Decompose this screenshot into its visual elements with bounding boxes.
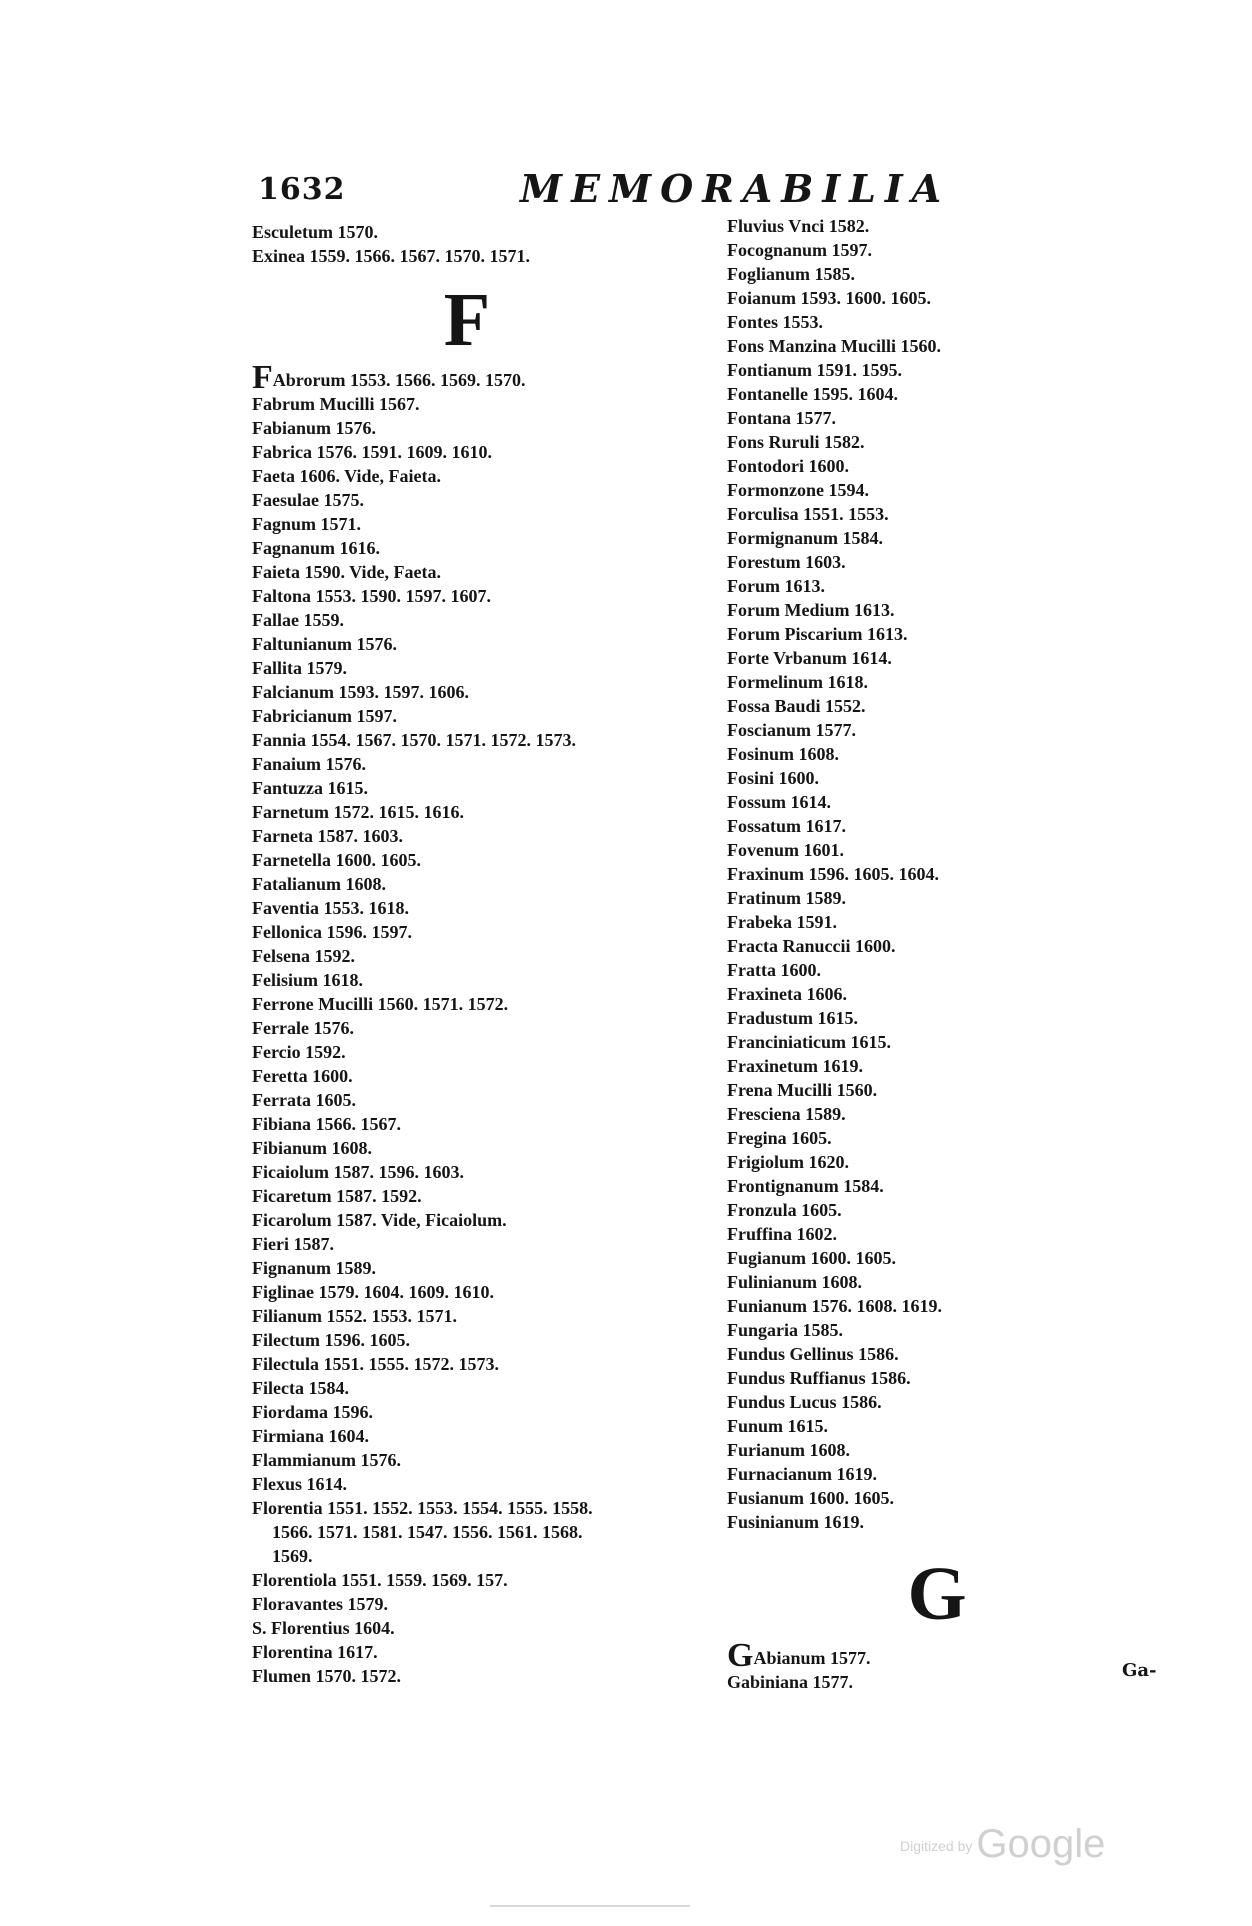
index-entry: Frigiolum 1620.	[727, 1152, 849, 1172]
index-entry: Fusinianum 1619.	[727, 1512, 865, 1532]
index-entry: Fruffina 1602.	[727, 1224, 837, 1244]
index-entry: Fabianum 1576.	[252, 418, 377, 438]
index-entry: Fresciena 1589.	[727, 1104, 846, 1124]
index-entry: Firmiana 1604.	[252, 1426, 369, 1446]
index-entry: Florentina 1617.	[252, 1642, 378, 1662]
index-entry: Fieri 1587.	[252, 1234, 334, 1254]
index-entry: Flexus 1614.	[252, 1474, 348, 1494]
right-column	[727, 214, 1027, 1694]
index-entry: Fontana 1577.	[727, 408, 837, 428]
index-entry: Fantuzza 1615.	[252, 778, 368, 798]
index-entry: Feretta 1600.	[252, 1066, 353, 1086]
index-entry: Frena Mucilli 1560.	[727, 1080, 878, 1100]
index-entry: Fabricianum 1597.	[252, 706, 398, 726]
index-entry: Fraxineta 1606.	[727, 984, 847, 1004]
index-entry: 1569.	[272, 1546, 313, 1566]
index-entry: Ferrale 1576.	[252, 1018, 354, 1038]
catchword: Ga-	[1122, 1660, 1157, 1681]
right-post-entries	[727, 1670, 1027, 1694]
index-entry: Fallae 1559.	[252, 610, 344, 630]
index-entry: Fregina 1605.	[727, 1128, 832, 1148]
index-entry: Fundus Ruffianus 1586.	[727, 1368, 911, 1388]
index-entry: Fundus Gellinus 1586.	[727, 1344, 899, 1364]
index-entry: Fossa Baudi 1552.	[727, 696, 866, 716]
index-entry: Fundus Lucus 1586.	[727, 1392, 882, 1412]
index-entry: Fosini 1600.	[727, 768, 820, 788]
left-pre-entries	[252, 220, 722, 268]
index-entry: Faeta 1606. Vide, Faieta.	[252, 466, 441, 486]
index-entry: Fallita 1579.	[252, 658, 347, 678]
index-entry: Fontes 1553.	[727, 312, 823, 332]
left-post-entries	[252, 1568, 722, 1688]
index-entry: Formonzone 1594.	[727, 480, 869, 500]
index-entry: Fignanum 1589.	[252, 1258, 377, 1278]
index-entry: Frabeka 1591.	[727, 912, 837, 932]
index-entry: Faltona 1553. 1590. 1597. 1607.	[252, 586, 492, 606]
index-entry: Fosinum 1608.	[727, 744, 840, 764]
index-entry: Fluvius Vnci 1582.	[727, 216, 870, 236]
index-entry: Felsena 1592.	[252, 946, 355, 966]
index-entry: Fannia 1554. 1567. 1570. 1571. 1572. 1573.	[252, 730, 577, 750]
first-entry-f	[252, 359, 722, 396]
index-entry: Fibianum 1608.	[252, 1138, 373, 1158]
index-entry: Florentia 1551. 1552. 1553. 1554. 1555. 1558.	[252, 1498, 593, 1518]
left-continuation	[252, 1520, 722, 1568]
index-entry: Fronzula 1605.	[727, 1200, 842, 1220]
section-letter-f: F	[443, 278, 491, 362]
index-entry: Foglianum 1585.	[727, 264, 856, 284]
index-entry: Ferrone Mucilli 1560. 1571. 1572.	[252, 994, 509, 1014]
watermark-logo: Google	[976, 1822, 1106, 1866]
index-entry: Fraxinum 1596. 1605. 1604.	[727, 864, 940, 884]
index-entry: Fons Manzina Mucilli 1560.	[727, 336, 942, 356]
index-entry: Focognanum 1597.	[727, 240, 873, 260]
index-entry: Fracta Ranuccii 1600.	[727, 936, 896, 956]
index-entry: Fontianum 1591. 1595.	[727, 360, 903, 380]
index-entry: Filianum 1552. 1553. 1571.	[252, 1306, 458, 1326]
index-entry: Fagnum 1571.	[252, 514, 362, 534]
index-entry: Farnetum 1572. 1615. 1616.	[252, 802, 464, 822]
index-entry: Funianum 1576. 1608. 1619.	[727, 1296, 943, 1316]
index-entry: Frontignanum 1584.	[727, 1176, 884, 1196]
index-entry: Funum 1615.	[727, 1416, 829, 1436]
index-entry: Exinea 1559. 1566. 1567. 1570. 1571.	[252, 246, 531, 266]
index-entry: Fontanelle 1595. 1604.	[727, 384, 898, 404]
index-entry: Fossatum 1617.	[727, 816, 847, 836]
first-entry-g	[727, 1637, 1027, 1674]
index-entry: Figlinae 1579. 1604. 1609. 1610.	[252, 1282, 494, 1302]
left-column	[252, 220, 722, 1688]
index-entry: Filecta 1584.	[252, 1378, 349, 1398]
index-entry: S. Florentius 1604.	[252, 1618, 395, 1638]
index-entry: Gabiniana 1577.	[727, 1672, 854, 1692]
index-entry: Fons Ruruli 1582.	[727, 432, 865, 452]
index-entry: Fratinum 1589.	[727, 888, 846, 908]
index-entry: Franciniaticum 1615.	[727, 1032, 891, 1052]
page-number: 1632	[258, 172, 346, 207]
index-entry: Faventia 1553. 1618.	[252, 898, 409, 918]
index-entry: Floravantes 1579.	[252, 1594, 388, 1614]
index-entry: Falcianum 1593. 1597. 1606.	[252, 682, 470, 702]
index-entry: Forum 1613.	[727, 576, 825, 596]
index-entry: Fatalianum 1608.	[252, 874, 387, 894]
left-entries	[252, 392, 722, 1520]
index-entry: Fagnanum 1616.	[252, 538, 381, 558]
index-entry: Foianum 1593. 1600. 1605.	[727, 288, 932, 308]
index-entry: Flumen 1570. 1572.	[252, 1666, 402, 1686]
index-entry: Furianum 1608.	[727, 1440, 851, 1460]
index-entry: Formignanum 1584.	[727, 528, 884, 548]
index-entry: Fugianum 1600. 1605.	[727, 1248, 897, 1268]
index-entry: Fovenum 1601.	[727, 840, 844, 860]
index-entry: Filectula 1551. 1555. 1572. 1573.	[252, 1354, 499, 1374]
index-entry: Formelinum 1618.	[727, 672, 868, 692]
index-entry: Fusianum 1600. 1605.	[727, 1488, 895, 1508]
index-entry: Florentiola 1551. 1559. 1569. 157.	[252, 1570, 508, 1590]
index-entry: Faltunianum 1576.	[252, 634, 398, 654]
bottom-rule	[490, 1905, 690, 1907]
index-entry: Farneta 1587. 1603.	[252, 826, 403, 846]
index-entry: Furnacianum 1619.	[727, 1464, 878, 1484]
index-entry: Ficaiolum 1587. 1596. 1603.	[252, 1162, 464, 1182]
first-entry-g-text: Abianum 1577.	[753, 1648, 871, 1668]
digitized-watermark	[900, 1822, 1105, 1867]
index-entry: Ficaretum 1587. 1592.	[252, 1186, 422, 1206]
index-entry: Fossum 1614.	[727, 792, 832, 812]
index-entry: Fontodori 1600.	[727, 456, 850, 476]
running-head: MEMORABILIA	[520, 166, 951, 211]
right-entries	[727, 214, 1027, 1534]
index-entry: Ferrata 1605.	[252, 1090, 356, 1110]
index-entry: Forculisa 1551. 1553.	[727, 504, 889, 524]
index-entry: Fulinianum 1608.	[727, 1272, 863, 1292]
index-entry: Faieta 1590. Vide, Faeta.	[252, 562, 441, 582]
index-entry: Foscianum 1577.	[727, 720, 857, 740]
index-entry: Fellonica 1596. 1597.	[252, 922, 412, 942]
index-entry: Forum Piscarium 1613.	[727, 624, 908, 644]
index-entry: Fradustum 1615.	[727, 1008, 859, 1028]
index-entry: Fercio 1592.	[252, 1042, 346, 1062]
index-entry: Fratta 1600.	[727, 960, 821, 980]
index-entry: Felisium 1618.	[252, 970, 363, 990]
watermark-small: Digitized by	[900, 1838, 973, 1854]
index-entry: Filectum 1596. 1605.	[252, 1330, 410, 1350]
index-entry: Ficarolum 1587. Vide, Ficaiolum.	[252, 1210, 507, 1230]
index-entry: Fraxinetum 1619.	[727, 1056, 863, 1076]
first-entry-text: Abrorum 1553. 1566. 1569. 1570.	[272, 370, 526, 390]
dropcap-f: F	[252, 359, 273, 396]
index-entry: Faesulae 1575.	[252, 490, 364, 510]
index-entry: Forestum 1603.	[727, 552, 846, 572]
section-letter-g: G	[907, 1552, 967, 1636]
index-entry: Fiordama 1596.	[252, 1402, 373, 1422]
index-entry: Fibiana 1566. 1567.	[252, 1114, 402, 1134]
index-entry: Forte Vrbanum 1614.	[727, 648, 892, 668]
dropcap-g: G	[727, 1637, 754, 1674]
index-entry: Fanaium 1576.	[252, 754, 367, 774]
index-entry: Esculetum 1570.	[252, 222, 378, 242]
index-entry: Forum Medium 1613.	[727, 600, 895, 620]
index-entry: Fabrum Mucilli 1567.	[252, 394, 420, 414]
index-entry: Fungaria 1585.	[727, 1320, 844, 1340]
index-entry: Farnetella 1600. 1605.	[252, 850, 421, 870]
index-entry: Fabrica 1576. 1591. 1609. 1610.	[252, 442, 492, 462]
index-entry: 1566. 1571. 1581. 1547. 1556. 1561. 1568.	[272, 1522, 583, 1542]
index-entry: Flammianum 1576.	[252, 1450, 402, 1470]
